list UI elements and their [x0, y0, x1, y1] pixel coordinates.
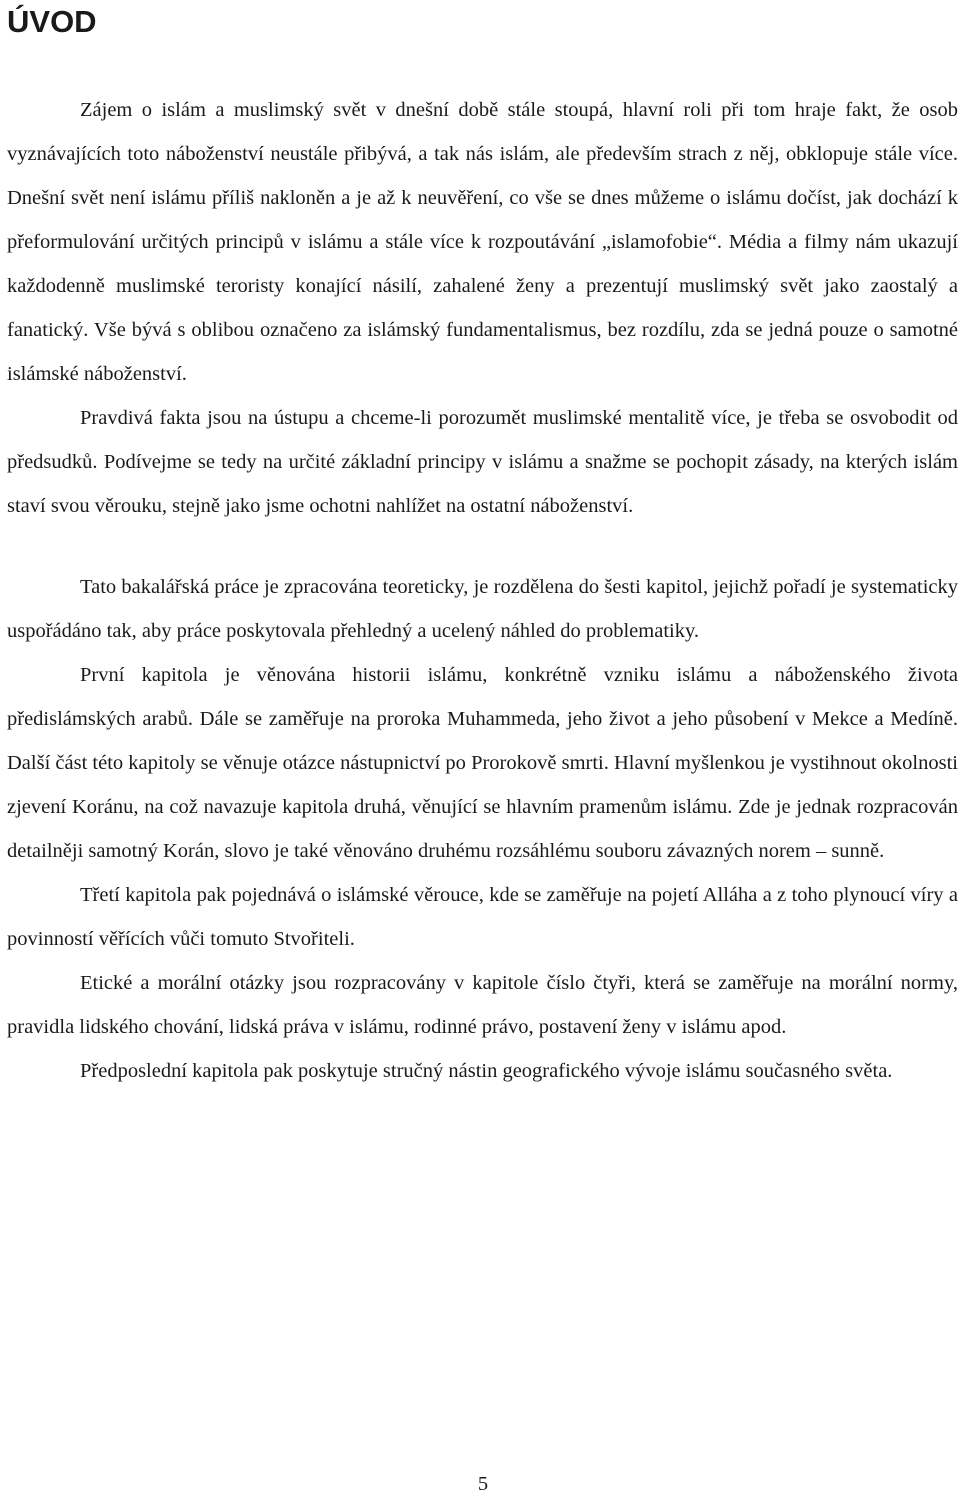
page-number: 5	[477, 1473, 489, 1495]
paragraph: První kapitola je věnována historii islámu, konkrétně vzniku islámu a náboženského života předislámských arabů. Dále se zaměřuje na proroka Muhammeda, jeho život a jeho působení v Mekce a Medíně. Další část této kapitoly se věnuje otázce nástupnictví po Prorokově smrti. Hlavní myšlenkou je vystihnout okolnosti zjevení Koránu, na což navazuje kapitola druhá, věnující se hlavním pramenům islámu. Zde je jednak rozpracován detailněji samotný Korán, slovo je také věnováno druhému rozsáhlému souboru závazných norem – sunně.	[7, 664, 958, 862]
page-title: ÚVOD	[7, 4, 97, 39]
paragraph: Etické a morální otázky jsou rozpracovány v kapitole číslo čtyři, která se zaměřuje na morální normy, pravidla lidského chování, lidská práva v islámu, rodinné právo, postavení ženy v islámu apod.	[7, 972, 958, 1038]
paragraph: Zájem o islám a muslimský svět v dnešní době stále stoupá, hlavní roli při tom hraje fakt, že osob vyznávajících toto náboženství neustále přibývá, a tak nás islám, ale především strach z něj, obklopuje stále více. Dnešní svět není islámu příliš nakloněn a je až k neuvěření, co vše se dnes můžeme o islámu dočíst, jak dochází k přeformulování určitých principů v islámu a stále více k rozpoutávání „islamofobie“. Média a filmy nám ukazují každodenně muslimské teroristy konající násilí, zahalené ženy a prezentují muslimský svět jako zaostalý a fanatický. Vše bývá s oblibou označeno za islámský fundamentalismus, bez rozdílu, zda se jedná pouze o samotné islámské náboženství.	[7, 99, 958, 385]
document-body	[7, 88, 958, 1093]
section-gap	[7, 528, 958, 565]
paragraph: Tato bakalářská práce je zpracována teoreticky, je rozdělena do šesti kapitol, jejichž pořadí je systematicky uspořádáno tak, aby práce poskytovala přehledný a ucelený náhled do problematiky.	[7, 576, 958, 642]
paragraph: Předposlední kapitola pak poskytuje stručný nástin geografického vývoje islámu současného světa.	[80, 1060, 893, 1082]
paragraph: Pravdivá fakta jsou na ústupu a chceme-li porozumět muslimské mentalitě více, je třeba se osvobodit od předsudků. Podívejme se tedy na určité základní principy v islámu a snažme se pochopit zásady, na kterých islám staví svou věrouku, stejně jako jsme ochotni nahlížet na ostatní náboženství.	[7, 407, 958, 517]
paragraph: Třetí kapitola pak pojednává o islámské věrouce, kde se zaměřuje na pojetí Alláha a z toho plynoucí víry a povinností věřících vůči tomuto Stvořiteli.	[7, 884, 958, 950]
